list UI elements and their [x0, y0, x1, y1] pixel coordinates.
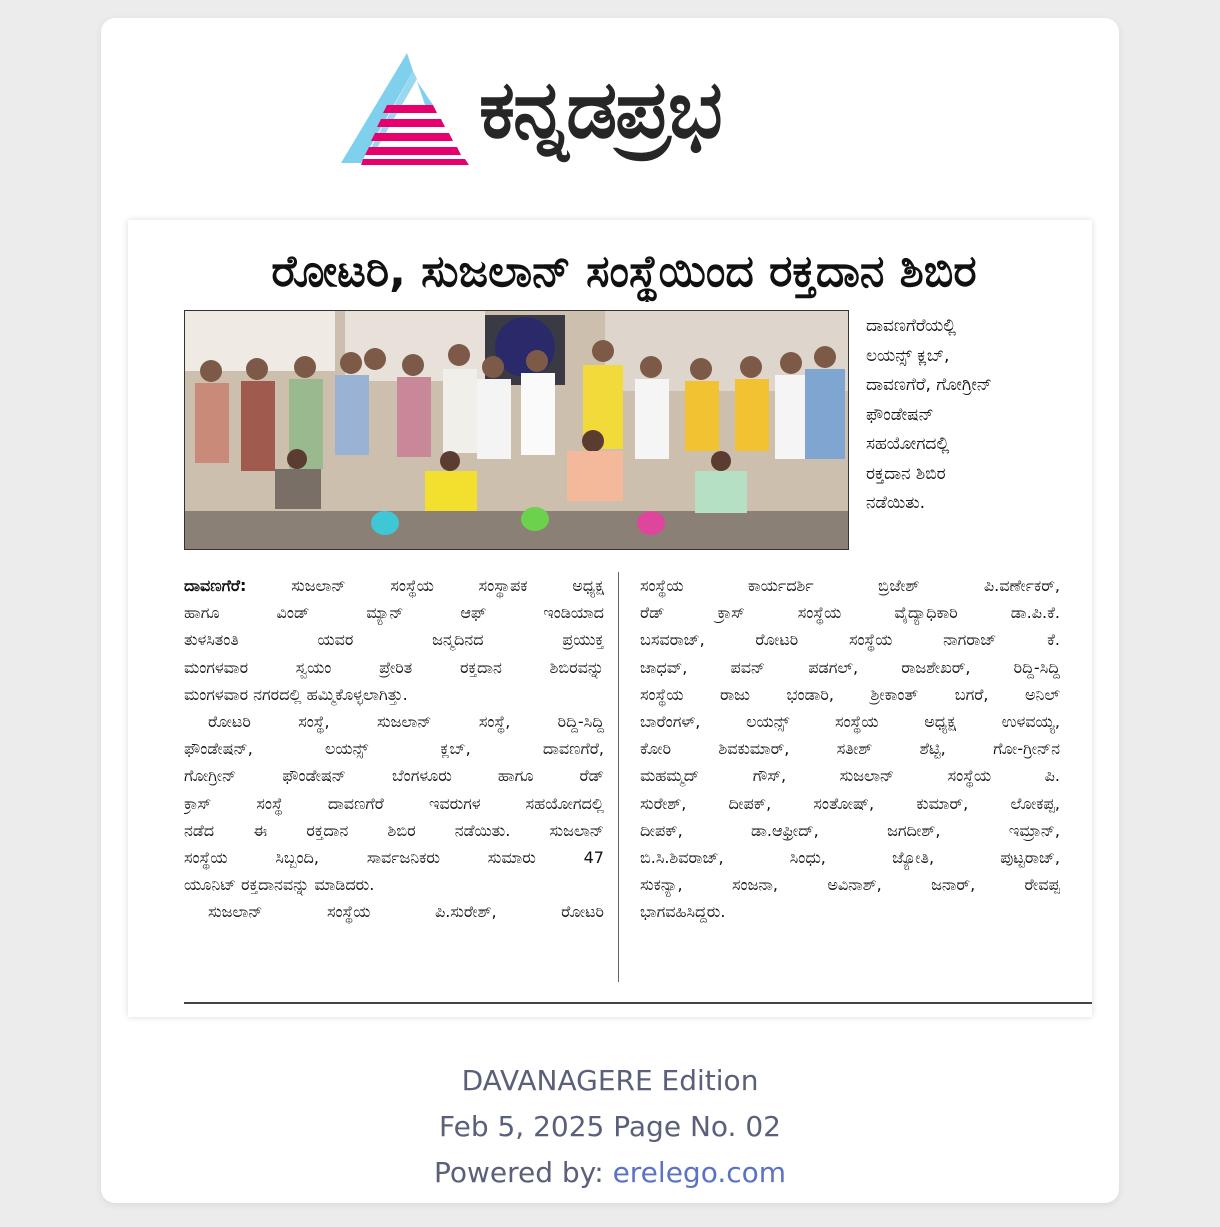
- masthead: [337, 50, 887, 170]
- article-line: ಕ್ರಾಸ್ ಸಂಸ್ಥೆ ದಾವಣಗೆರೆ ಇವರುಗಳ ಸಹಯೋಗದಲ್ಲಿ: [184, 793, 604, 813]
- dateline: ದಾವಣಗೆರೆ:: [184, 576, 247, 595]
- article-line: ಬಸವರಾಜ್, ರೋಟರಿ ಸಂಸ್ಥೆಯ ನಾಗರಾಜ್ ಕೆ.: [640, 630, 1060, 650]
- blood-donation-photo-icon: [185, 311, 849, 550]
- edition-date-page: Feb 5, 2025 Page No. 02: [439, 1110, 781, 1143]
- article-line: ರೋಟರಿ ಸಂಸ್ಥೆ, ಸುಜಲಾನ್ ಸಂಸ್ಥೆ, ರಿದ್ದಿ-ಸಿದ್ದಿ: [208, 712, 604, 732]
- article-line: ಭಾಗವಹಿಸಿದ್ದರು.: [640, 902, 726, 922]
- article-line: ಮಹಮ್ಮದ್ ಗೌಸ್, ಸುಜಲಾನ್ ಸಂಸ್ಥೆಯ ಪಿ.: [640, 766, 1060, 786]
- edition-name: DAVANAGERE Edition: [461, 1064, 759, 1097]
- caption-line: ಸಹಯೋಗದಲ್ಲಿ: [866, 434, 950, 454]
- powered-by: [101, 1150, 1119, 1196]
- article-line: ತುಳಸಿತಂತಿ ಯವರ ಜನ್ಮದಿನದ ಪ್ರಯುಕ್ತ: [184, 630, 604, 650]
- article-line: ಬಾರೆಂಗಳ್, ಲಯನ್ಸ್ ಸಂಸ್ಥೆಯ ಅಧ್ಯಕ್ಷ ಉಳವಯ್ಯ,: [640, 712, 1060, 732]
- column-divider: [618, 572, 619, 982]
- photo-caption: [866, 312, 1066, 519]
- caption-line: ನಡೆಯಿತು.: [866, 493, 926, 513]
- article-line: ಸಂಸ್ಥೆಯ ಸಿಬ್ಬಂದಿ, ಸಾರ್ವಜನಿಕರು ಸುಮಾರು 47: [184, 848, 604, 868]
- clip-bottom-rule: [184, 1002, 1092, 1004]
- article-line: ದೀಪಕ್, ಡಾ.ಆಫ್ರೀದ್, ಜಗದೀಶ್, ಇಮ್ರಾನ್,: [640, 820, 1060, 840]
- article-line-text: ಸುಜಲಾನ್ ಸಂಸ್ಥೆಯ ಸಂಸ್ಥಾಪಕ ಅಧ್ಯಕ್ಷ: [291, 576, 604, 595]
- article-line: ಸುರೇಶ್, ದೀಪಕ್, ಸಂತೋಷ್, ಕುಮಾರ್, ಲೋಕಪ್ಪ,: [640, 793, 1060, 813]
- kannada-prabha-logo-icon: [337, 51, 471, 169]
- epaper-clip-card: [101, 18, 1119, 1203]
- article-headline: ರೋಟರಿ, ಸುಜಲಾನ್ ಸಂಸ್ಥೆಯಿಂದ ರಕ್ತದಾನ ಶಿಬಿರ: [271, 246, 977, 297]
- caption-line: ರಕ್ತದಾನ ಶಿಬಿರ: [866, 463, 946, 484]
- article-line: ಮಂಗಳವಾರ ನಗರದಲ್ಲಿ ಹಮ್ಮಿಕೊಳ್ಳಲಾಗಿತ್ತು.: [184, 684, 408, 704]
- article-line: ಸಂಸ್ಥೆಯ ರಾಜು ಭಂಡಾರಿ, ಶ್ರೀಕಾಂತ್ ಬಗರೆ, ಅನಿಲ್: [640, 684, 1060, 704]
- edition-footer: [101, 1058, 1119, 1196]
- article-line: ಗೋಗ್ರೀನ್ ಫೌಂಡೇಷನ್ ಬೆಂಗಳೂರು ಹಾಗೂ ರೆಡ್: [184, 766, 604, 786]
- article-line: [184, 572, 604, 599]
- article-line: ಫೌಂಡೇಷನ್, ಲಯನ್ಸ್ ಕ್ಲಬ್, ದಾವಣಗೆರೆ,: [184, 739, 604, 759]
- article-line: ಮಂಗಳವಾರ ಸ್ವಯಂ ಪ್ರೇರಿತ ರಕ್ತದಾನ ಶಿಬಿರವನ್ನು: [184, 657, 604, 677]
- caption-line: ದಾವಣಗೆರೆ, ಗೋಗ್ರೀನ್: [866, 375, 992, 395]
- article-line: ಸುಕನ್ಯಾ, ಸಂಜನಾ, ಅವಿನಾಶ್, ಜನಾರ್, ರೇವಪ್ಪ: [640, 875, 1060, 895]
- article-line: ಸಂಸ್ಥೆಯ ಕಾರ್ಯದರ್ಶಿ ಬ್ರಿಜೇಶ್ ಪಿ.ವರ್ಣೇಕರ್,: [640, 576, 1060, 595]
- article-line: ಯೂನಿಟ್ ರಕ್ತದಾನವನ್ನು ಮಾಡಿದರು.: [184, 875, 375, 895]
- article-line: ಕೋರಿ ಶಿವಕುಮಾರ್, ಸತೀಶ್ ಶೆಟ್ಟಿ, ಗೋ-ಗ್ರೀನ್‌ನ: [640, 739, 1060, 759]
- article-column-left: [184, 572, 604, 926]
- article-line: ಬಿ.ಸಿ.ಶಿವರಾಜ್, ಸಿಂಧು, ಜ್ಯೋತಿ, ಪುಟ್ಟರಾಜ್,: [640, 848, 1060, 868]
- article-line: ರೆಡ್ ಕ್ರಾಸ್ ಸಂಸ್ಥೆಯ ವೈದ್ಯಾಧಿಕಾರಿ ಡಾ.ಪಿ.ಕೆ.: [640, 603, 1060, 623]
- article-line: ನಡೆದ ಈ ರಕ್ತದಾನ ಶಿಬಿರ ನಡೆಯಿತು. ಸುಜಲಾನ್: [184, 820, 604, 840]
- brand-name: ಕನ್ನಡಪ್ರಭ: [479, 63, 721, 156]
- article-line: ಜಾಧವ್, ಪವನ್ ಪಡಗಲ್, ರಾಜಶೇಖರ್, ರಿದ್ದಿ-ಸಿದ್ದಿ: [640, 657, 1060, 677]
- caption-line: ಫೌಂಡೇಷನ್: [866, 404, 934, 425]
- newspaper-clipping: [128, 220, 1092, 1017]
- group-photo-image: [184, 310, 849, 550]
- article-line: ಹಾಗೂ ವಿಂಡ್ ಮ್ಯಾನ್ ಆಫ್ ಇಂಡಿಯಾದ: [184, 603, 604, 623]
- powered-by-label: Powered by:: [433, 1156, 604, 1189]
- article-column-right: [640, 572, 1060, 926]
- powered-by-link[interactable]: erelego.com: [612, 1156, 787, 1189]
- caption-line: ಲಯನ್ಸ್ ಕ್ಲಬ್,: [866, 345, 950, 366]
- caption-line: ದಾವಣಗೆರೆಯಲ್ಲಿ: [866, 316, 957, 336]
- article-line: ಸುಜಲಾನ್ ಸಂಸ್ಥೆಯ ಪಿ.ಸುರೇಶ್, ರೋಟರಿ: [208, 902, 604, 922]
